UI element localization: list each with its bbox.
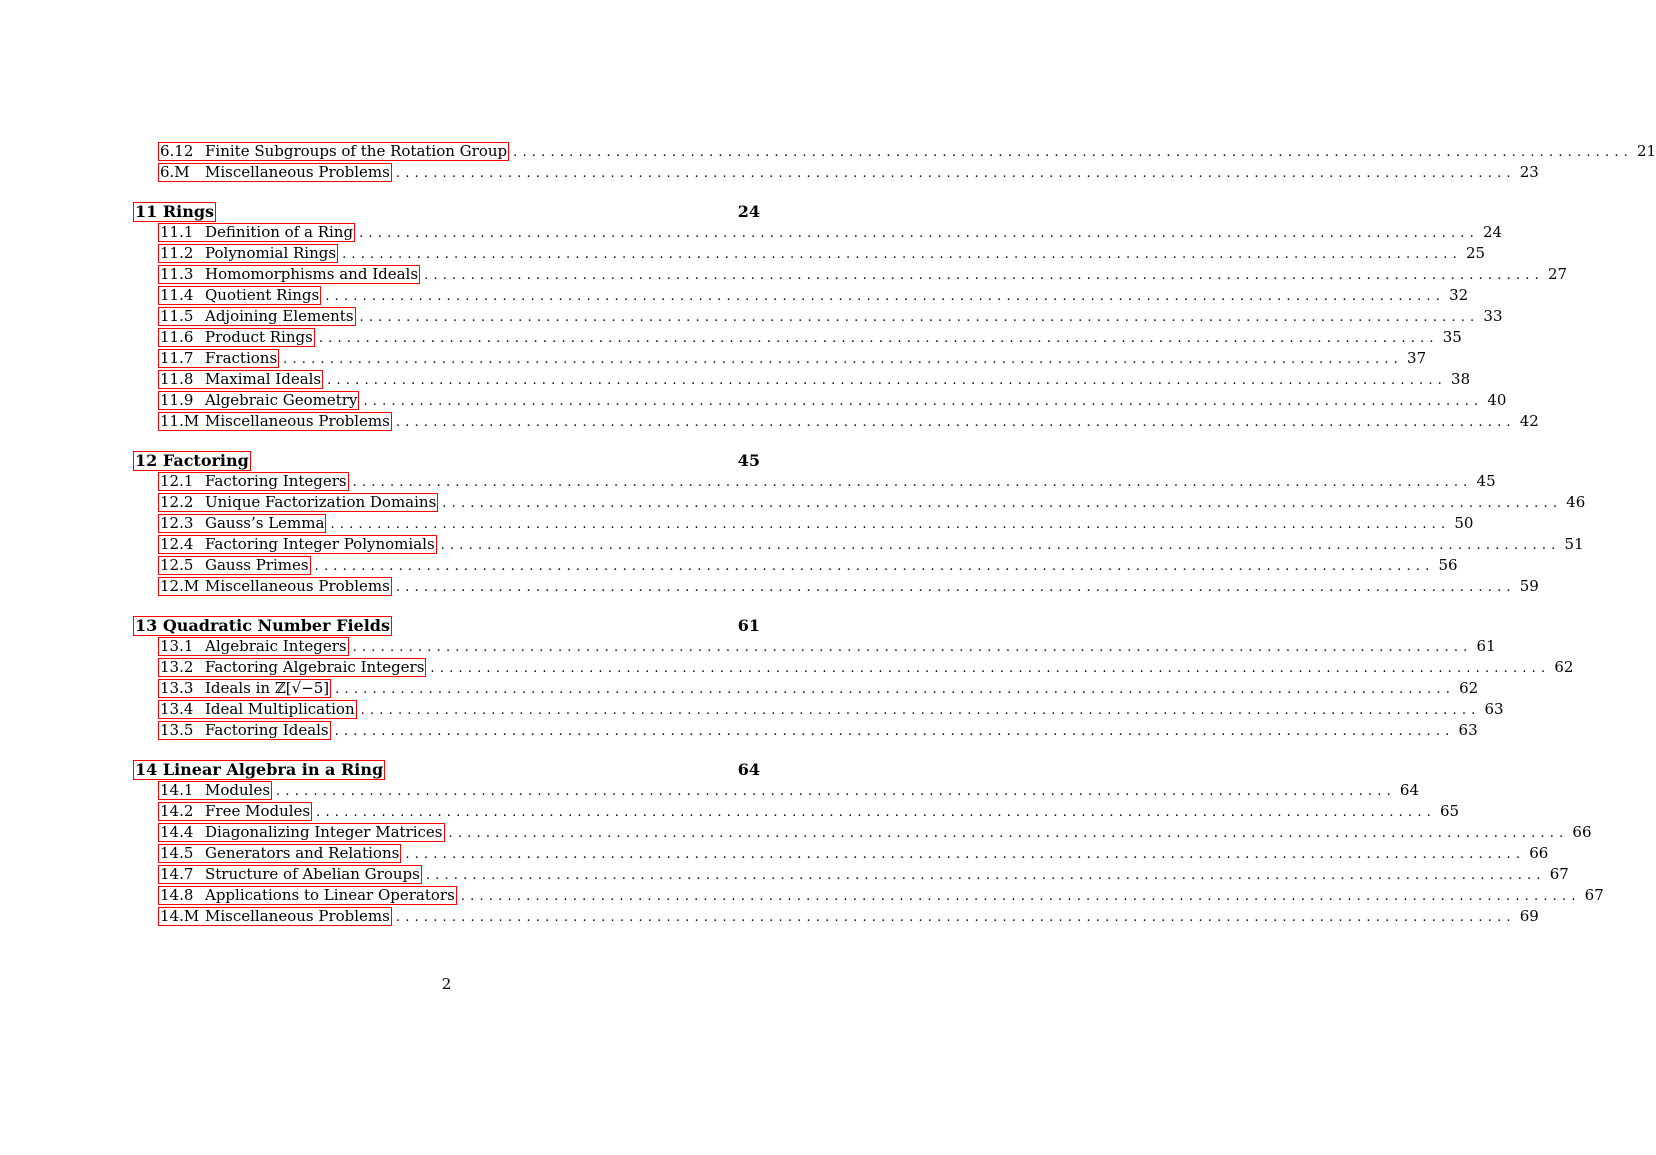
section-link[interactable] bbox=[158, 472, 349, 491]
section-link[interactable] bbox=[158, 412, 392, 431]
section-link[interactable] bbox=[158, 391, 359, 410]
page-number: 2 bbox=[441, 975, 452, 993]
section-title: Gauss Primes bbox=[205, 556, 309, 574]
section-page-number: 42 bbox=[1519, 412, 1539, 430]
toc-entry bbox=[133, 306, 1503, 327]
section-page-number: 62 bbox=[1459, 679, 1479, 697]
toc-entry bbox=[133, 390, 1507, 411]
section-title: Algebraic Integers bbox=[205, 637, 347, 655]
toc-entry bbox=[133, 285, 1469, 306]
section-page-number: 61 bbox=[1476, 637, 1496, 655]
section-title: Finite Subgroups of the Rotation Group bbox=[205, 142, 508, 160]
dot-leader: ........................................................................................................................ bbox=[448, 826, 1569, 841]
section-link[interactable] bbox=[158, 865, 422, 884]
chapter-page-number: 64 bbox=[737, 760, 760, 779]
section-title: Generators and Relations bbox=[205, 844, 400, 862]
dot-leader: ........................................................................................................................ bbox=[360, 703, 1481, 718]
dot-leader: ........................................................................................................................ bbox=[335, 682, 1456, 697]
section-page-number: 56 bbox=[1438, 556, 1458, 574]
section-number: 12.1 bbox=[160, 472, 194, 490]
section-link[interactable] bbox=[158, 577, 392, 596]
section-link[interactable] bbox=[158, 721, 331, 740]
section-number: 12.2 bbox=[160, 493, 194, 511]
section-link[interactable] bbox=[158, 163, 392, 182]
section-number: 14.4 bbox=[160, 823, 194, 841]
toc-chapter bbox=[133, 141, 1656, 183]
section-link[interactable] bbox=[158, 700, 357, 719]
section-page-number: 23 bbox=[1519, 163, 1539, 181]
dot-leader: ........................................................................................................................ bbox=[513, 145, 1634, 160]
section-page-number: 67 bbox=[1584, 886, 1604, 904]
section-title: Maximal Ideals bbox=[205, 370, 322, 388]
section-link[interactable] bbox=[158, 907, 392, 926]
section-page-number: 50 bbox=[1454, 514, 1474, 532]
dot-leader: ........................................................................................................................ bbox=[352, 640, 1473, 655]
section-link[interactable] bbox=[158, 328, 315, 347]
toc-entry bbox=[133, 864, 1569, 885]
toc-entry bbox=[133, 822, 1592, 843]
chapter-page-number: 45 bbox=[737, 451, 760, 470]
section-page-number: 67 bbox=[1549, 865, 1569, 883]
section-number: 14.8 bbox=[160, 886, 194, 904]
toc-entry bbox=[133, 141, 1656, 162]
section-page-number: 38 bbox=[1451, 370, 1471, 388]
table-of-contents bbox=[133, 141, 1656, 945]
section-title: Quotient Rings bbox=[205, 286, 320, 304]
dot-leader: ........................................................................................................................ bbox=[395, 580, 1516, 595]
toc-entry bbox=[133, 576, 1539, 597]
section-number: 14.M bbox=[160, 907, 200, 925]
section-page-number: 59 bbox=[1519, 577, 1539, 595]
section-page-number: 27 bbox=[1547, 265, 1568, 283]
toc-entry bbox=[133, 492, 1586, 513]
section-page-number: 62 bbox=[1554, 658, 1574, 676]
section-number: 11.4 bbox=[160, 286, 194, 304]
section-title: Gauss’s Lemma bbox=[205, 514, 325, 532]
toc-entry bbox=[133, 720, 1478, 741]
toc-entry bbox=[133, 843, 1549, 864]
dot-leader: ........................................................................................................................ bbox=[395, 415, 1516, 430]
section-link[interactable] bbox=[158, 244, 338, 263]
dot-leader: ........................................................................................................................ bbox=[460, 889, 1581, 904]
dot-leader: ........................................................................................................................ bbox=[330, 517, 1451, 532]
dot-leader: ........................................................................................................................ bbox=[314, 559, 1435, 574]
section-number: 13.1 bbox=[160, 637, 194, 655]
section-title: Ideals in ℤ[√−5] bbox=[205, 679, 330, 697]
section-title: Factoring Integers bbox=[205, 472, 347, 490]
section-number: 6.M bbox=[160, 163, 190, 181]
toc-entry bbox=[133, 327, 1462, 348]
section-title: Miscellaneous Problems bbox=[205, 907, 390, 925]
section-title: Miscellaneous Problems bbox=[205, 163, 390, 181]
section-number: 11.6 bbox=[160, 328, 194, 346]
dot-leader: ........................................................................................................................ bbox=[325, 289, 1446, 304]
section-link[interactable] bbox=[158, 802, 312, 821]
section-number: 6.12 bbox=[160, 142, 194, 160]
dot-leader: ........................................................................................................................ bbox=[405, 847, 1526, 862]
section-page-number: 63 bbox=[1484, 700, 1504, 718]
section-link[interactable] bbox=[158, 823, 445, 842]
chapter-title-link[interactable]: 14 Linear Algebra in a Ring bbox=[135, 760, 384, 779]
toc-entry bbox=[133, 555, 1458, 576]
toc-entry bbox=[133, 471, 1496, 492]
toc-chapter-heading bbox=[133, 615, 760, 636]
section-title: Definition of a Ring bbox=[205, 223, 354, 241]
section-number: 11.M bbox=[160, 412, 200, 430]
toc-entry bbox=[133, 801, 1460, 822]
section-title: Product Rings bbox=[205, 328, 313, 346]
toc-entry bbox=[133, 222, 1503, 243]
dot-leader: ........................................................................................................................ bbox=[363, 394, 1484, 409]
section-page-number: 25 bbox=[1465, 244, 1486, 262]
section-title: Fractions bbox=[205, 349, 278, 367]
section-link[interactable] bbox=[158, 142, 509, 161]
section-title: Applications to Linear Operators bbox=[205, 886, 455, 904]
section-title: Adjoining Elements bbox=[205, 307, 354, 325]
section-page-number: 66 bbox=[1529, 844, 1549, 862]
chapter-title-link[interactable]: 11 Rings bbox=[135, 202, 215, 221]
section-link[interactable] bbox=[158, 265, 420, 284]
section-number: 11.5 bbox=[160, 307, 194, 325]
toc-entry bbox=[133, 513, 1474, 534]
section-number: 13.4 bbox=[160, 700, 194, 718]
section-link[interactable] bbox=[158, 886, 457, 905]
section-page-number: 64 bbox=[1399, 781, 1420, 799]
section-number: 11.8 bbox=[160, 370, 194, 388]
section-link[interactable] bbox=[158, 637, 349, 656]
toc-entry bbox=[133, 699, 1504, 720]
section-title: Factoring Ideals bbox=[205, 721, 329, 739]
dot-leader: ........................................................................................................................ bbox=[430, 661, 1551, 676]
section-page-number: 35 bbox=[1442, 328, 1462, 346]
section-title: Homomorphisms and Ideals bbox=[205, 265, 419, 283]
toc-chapter bbox=[133, 201, 1568, 432]
dot-leader: ........................................................................................................................ bbox=[442, 496, 1563, 511]
dot-leader: ........................................................................................................................ bbox=[352, 475, 1473, 490]
section-title: Diagonalizing Integer Matrices bbox=[205, 823, 443, 841]
section-number: 11.2 bbox=[160, 244, 194, 262]
section-number: 14.2 bbox=[160, 802, 194, 820]
toc-entry bbox=[133, 906, 1539, 927]
section-link[interactable] bbox=[158, 370, 323, 389]
section-link[interactable] bbox=[158, 307, 356, 326]
section-title: Miscellaneous Problems bbox=[205, 577, 390, 595]
toc-entry bbox=[133, 264, 1568, 285]
section-link[interactable] bbox=[158, 658, 426, 677]
dot-leader: ........................................................................................................................ bbox=[359, 310, 1480, 325]
section-title: Free Modules bbox=[205, 802, 311, 820]
toc-chapter bbox=[133, 759, 1604, 927]
section-title: Factoring Integer Polynomials bbox=[205, 535, 435, 553]
section-title: Algebraic Geometry bbox=[205, 391, 358, 409]
section-title: Modules bbox=[205, 781, 271, 799]
dot-leader: ........................................................................................................................ bbox=[424, 268, 1544, 283]
section-page-number: 32 bbox=[1449, 286, 1469, 304]
section-number: 11.1 bbox=[160, 223, 194, 241]
toc-chapter-heading bbox=[133, 759, 760, 780]
section-title: Unique Factorization Domains bbox=[205, 493, 437, 511]
section-title: Ideal Multiplication bbox=[205, 700, 355, 718]
section-link[interactable] bbox=[158, 556, 311, 575]
section-page-number: 69 bbox=[1519, 907, 1539, 925]
section-number: 12.3 bbox=[160, 514, 194, 532]
toc-chapter bbox=[133, 450, 1586, 597]
section-page-number: 51 bbox=[1564, 535, 1584, 553]
dot-leader: ........................................................................................................................ bbox=[283, 352, 1404, 367]
toc-chapter-heading bbox=[133, 450, 760, 471]
toc-entry bbox=[133, 369, 1471, 390]
section-page-number: 63 bbox=[1458, 721, 1478, 739]
dot-leader: ........................................................................................................................ bbox=[395, 166, 1516, 181]
section-title: Polynomial Rings bbox=[205, 244, 337, 262]
section-number: 13.2 bbox=[160, 658, 194, 676]
section-page-number: 40 bbox=[1487, 391, 1507, 409]
section-page-number: 45 bbox=[1476, 472, 1496, 490]
section-page-number: 33 bbox=[1483, 307, 1503, 325]
toc-entry bbox=[133, 243, 1486, 264]
toc-chapter-heading bbox=[133, 201, 760, 222]
section-number: 12.4 bbox=[160, 535, 194, 553]
section-number: 14.1 bbox=[160, 781, 194, 799]
section-link[interactable] bbox=[158, 493, 438, 512]
dot-leader: ........................................................................................................................ bbox=[276, 784, 1396, 799]
section-link[interactable] bbox=[158, 679, 331, 698]
dot-leader: ........................................................................................................................ bbox=[425, 868, 1546, 883]
section-link[interactable] bbox=[158, 349, 279, 368]
toc-chapter bbox=[133, 615, 1574, 741]
dot-leader: ........................................................................................................................ bbox=[359, 226, 1479, 241]
toc-entry bbox=[133, 885, 1604, 906]
section-title: Miscellaneous Problems bbox=[205, 412, 390, 430]
section-number: 12.M bbox=[160, 577, 200, 595]
section-number: 14.5 bbox=[160, 844, 194, 862]
section-number: 13.3 bbox=[160, 679, 194, 697]
section-number: 12.5 bbox=[160, 556, 194, 574]
chapter-page-number: 24 bbox=[737, 202, 760, 221]
chapter-title-link[interactable]: 13 Quadratic Number Fields bbox=[135, 616, 390, 635]
dot-leader: ........................................................................................................................ bbox=[327, 373, 1448, 388]
section-link[interactable] bbox=[158, 844, 401, 863]
dot-leader: ........................................................................................................................ bbox=[318, 331, 1439, 346]
dot-leader: ........................................................................................................................ bbox=[440, 538, 1561, 553]
toc-entry bbox=[133, 636, 1496, 657]
section-page-number: 21 bbox=[1637, 142, 1656, 160]
chapter-page-number: 61 bbox=[737, 616, 760, 635]
section-link[interactable] bbox=[158, 286, 321, 305]
section-link[interactable] bbox=[158, 223, 355, 242]
toc-entry bbox=[133, 534, 1584, 555]
section-page-number: 46 bbox=[1566, 493, 1586, 511]
section-link[interactable] bbox=[158, 514, 326, 533]
toc-entry bbox=[133, 657, 1574, 678]
toc-entry bbox=[133, 678, 1479, 699]
section-page-number: 66 bbox=[1572, 823, 1592, 841]
section-link[interactable] bbox=[158, 781, 272, 800]
dot-leader: ........................................................................................................................ bbox=[316, 805, 1437, 820]
section-number: 11.9 bbox=[160, 391, 194, 409]
toc-entry bbox=[133, 411, 1539, 432]
section-title: Factoring Algebraic Integers bbox=[205, 658, 425, 676]
dot-leader: ........................................................................................................................ bbox=[342, 247, 1462, 262]
section-number: 13.5 bbox=[160, 721, 194, 739]
section-page-number: 24 bbox=[1482, 223, 1503, 241]
section-number: 11.3 bbox=[160, 265, 194, 283]
section-title: Structure of Abelian Groups bbox=[205, 865, 420, 883]
section-number: 14.7 bbox=[160, 865, 194, 883]
chapter-title-link[interactable]: 12 Factoring bbox=[135, 451, 249, 470]
toc-entry bbox=[133, 780, 1420, 801]
section-page-number: 65 bbox=[1440, 802, 1460, 820]
section-number: 11.7 bbox=[160, 349, 194, 367]
toc-entry bbox=[133, 162, 1539, 183]
toc-entry bbox=[133, 348, 1427, 369]
dot-leader: ........................................................................................................................ bbox=[334, 724, 1455, 739]
dot-leader: ........................................................................................................................ bbox=[395, 910, 1516, 925]
section-link[interactable] bbox=[158, 535, 437, 554]
section-page-number: 37 bbox=[1407, 349, 1427, 367]
